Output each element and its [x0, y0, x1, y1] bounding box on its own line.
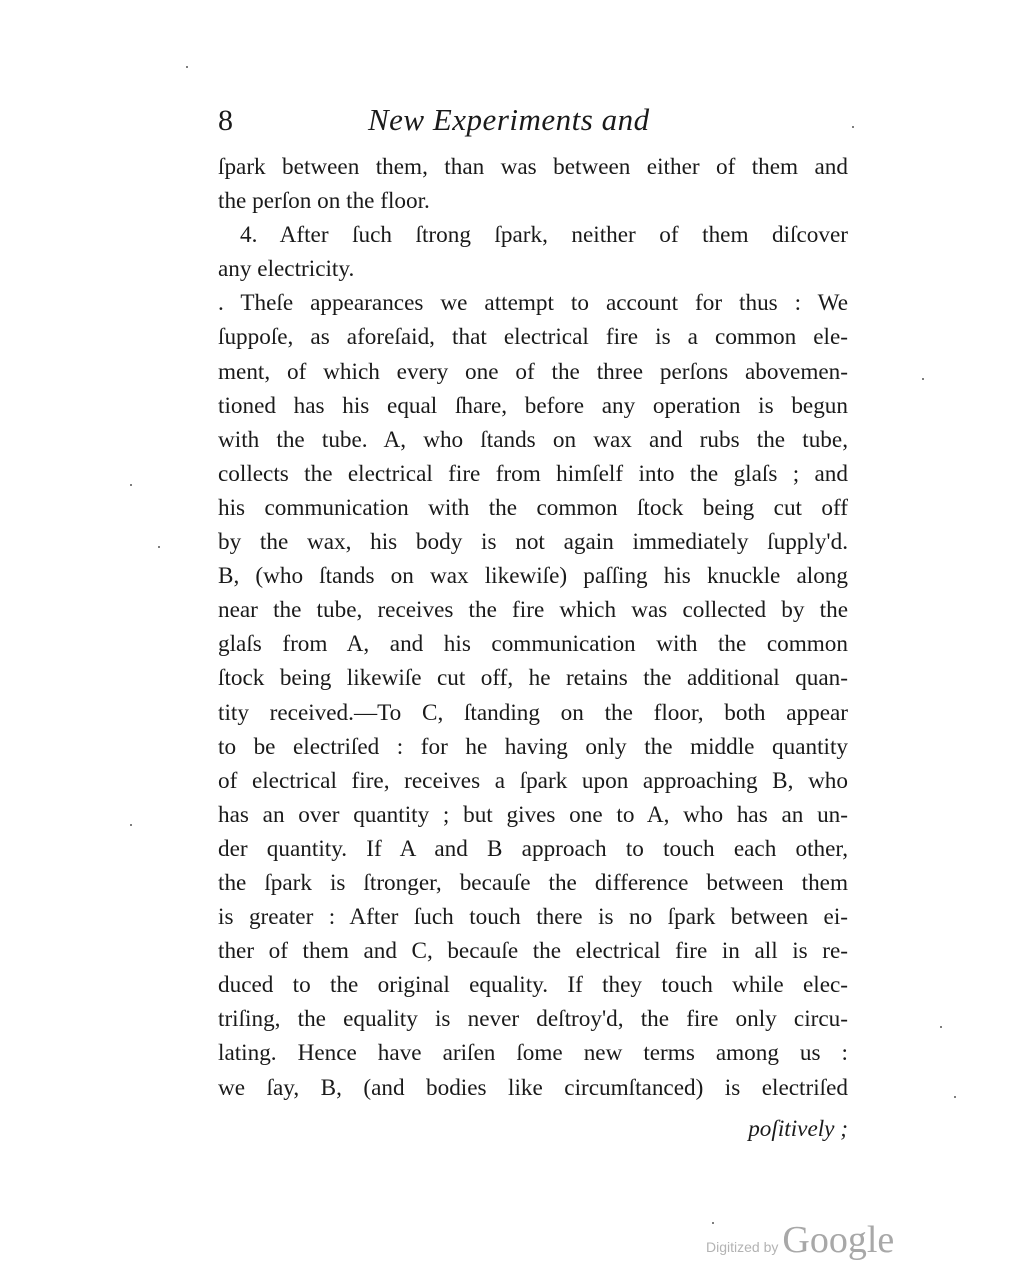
- running-head: New Experiments and: [368, 102, 650, 137]
- text-line: has an over quantity ; but gives one to A, who has an un-: [218, 801, 848, 828]
- text-line: der quantity. If A and B approach to touch each other,: [218, 835, 848, 862]
- google-watermark: [706, 1218, 894, 1262]
- body-text: [218, 150, 848, 1105]
- text-line: tioned has his equal ſhare, before any operation is begun: [218, 392, 848, 419]
- text-line: ſuppoſe, as aforeſaid, that electrical fire is a common ele-: [218, 324, 848, 351]
- text-line: ment, of which every one of the three perſons abovemen-: [218, 358, 848, 385]
- scan-speck: [130, 824, 132, 826]
- text-line: any electricity.: [218, 256, 355, 283]
- text-line: with the tube. A, who ſtands on wax and rubs the tube,: [218, 426, 848, 453]
- watermark-prefix: Digitized by: [706, 1239, 779, 1255]
- text-line: the perſon on the floor.: [218, 188, 430, 215]
- text-line: to be electriſed : for he having only the middle quantity: [218, 733, 848, 760]
- text-line: of electrical fire, receives a ſpark upon approaching B, who: [218, 767, 848, 794]
- text-line: glaſs from A, and his communication with the common: [218, 631, 848, 658]
- page-number: 8: [218, 104, 233, 137]
- text-line: B, (who ſtands on wax likewiſe) paſſing his knuckle along: [218, 563, 848, 590]
- text-line: ſpark between them, than was between either of them and: [218, 154, 848, 180]
- text-line: is greater : After ſuch touch there is no ſpark between ei-: [218, 904, 848, 931]
- scan-speck: [130, 484, 132, 486]
- text-line: near the tube, receives the fire which was collected by the: [218, 597, 848, 624]
- scan-speck: [158, 546, 160, 548]
- scan-speck: [940, 1026, 942, 1028]
- text-line: lating. Hence have ariſen ſome new terms among us :: [218, 1040, 848, 1067]
- text-line: we ſay, B, (and bodies like circumſtanced) is electriſed: [218, 1074, 848, 1101]
- text-line: the ſpark is ſtronger, becauſe the difference between them: [218, 869, 848, 896]
- text-line: ther of them and C, becauſe the electrical fire in all is re-: [218, 938, 848, 965]
- scan-speck: [954, 1096, 956, 1098]
- text-line: 4. After ſuch ſtrong ſpark, neither of them diſcover: [240, 222, 848, 249]
- scan-speck: [186, 66, 188, 68]
- text-line: collects the electrical fire from himſelf into the glaſs ; and: [218, 460, 848, 487]
- scan-speck: [922, 378, 924, 380]
- text-line: triſing, the equality is never deſtroy'd, the fire only circu-: [218, 1006, 848, 1033]
- text-line: by the wax, his body is not again immediately ſupply'd.: [218, 529, 848, 556]
- text-line: tity received.—To C, ſtanding on the floor, both appear: [218, 699, 848, 726]
- google-logo: Google: [782, 1219, 895, 1261]
- text-line: duced to the original equality. If they touch while elec-: [218, 972, 848, 999]
- text-line: . Theſe appearances we attempt to account for thus : We: [218, 290, 848, 317]
- text-line: his communication with the common ſtock being cut off: [218, 494, 848, 521]
- catchword: poſitively ;: [748, 1116, 848, 1142]
- scan-speck: [852, 126, 854, 128]
- scan-speck: [712, 1222, 714, 1224]
- text-line: ſtock being likewiſe cut off, he retains the additional quan-: [218, 665, 848, 692]
